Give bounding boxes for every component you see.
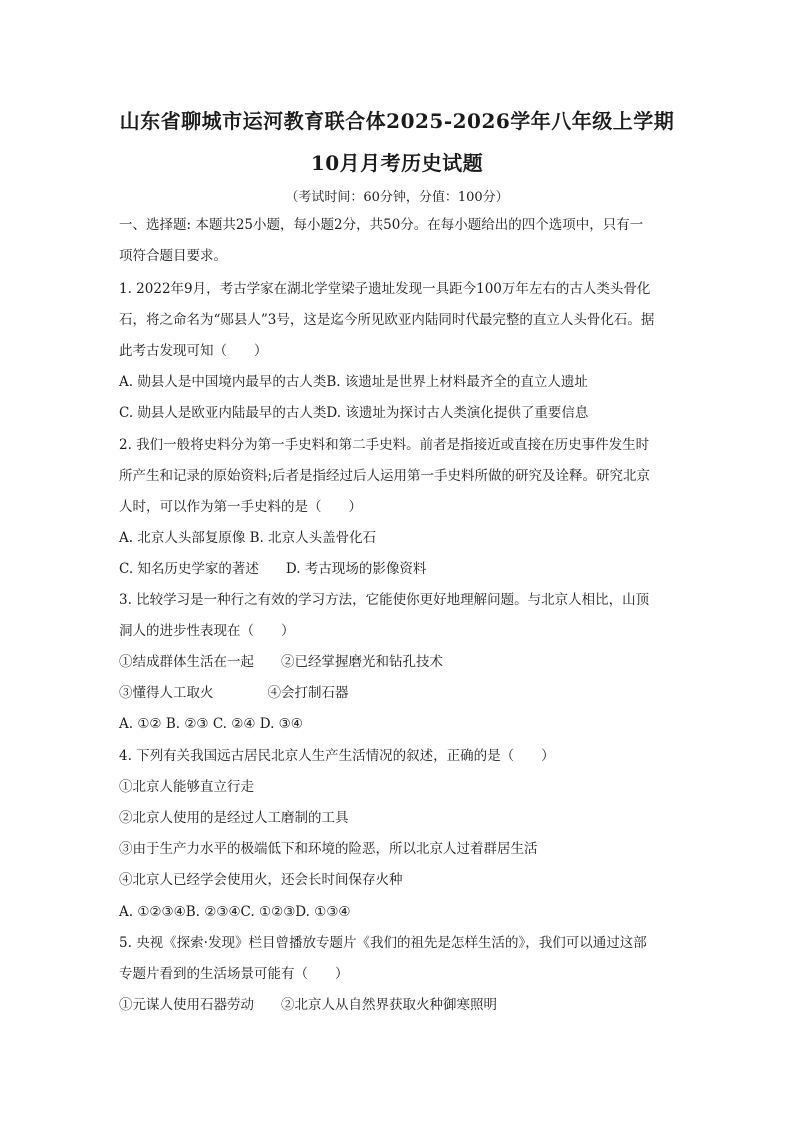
question-stem: 石，将之命名为“郧县人”3号，这是迄今所见欧亚内陆同时代最完整的直立人头骨化石。据 bbox=[119, 312, 655, 328]
question-stem: 洞人的进步性表现在（ ） bbox=[119, 623, 295, 639]
question-stem: 所产生和记录的原始资料;后者是指经过后人运用第一手史料所做的研究及诠释。研究北京 bbox=[119, 468, 651, 484]
section-instructions: 一、选择题: 本题共25小题，每小题2分，共50分。在每小题给出的四个选项中，只有一 bbox=[119, 217, 644, 233]
question-stem: 此考古发现可知（ ） bbox=[119, 343, 268, 359]
answer-options: A. 勋县人是中国境内最早的古人类B. 该遗址是世界上材料最齐全的直立人遗址 bbox=[119, 374, 588, 390]
exam-title-line1: 山东省聊城市运河教育联合体2025-2026学年八年级上学期 bbox=[119, 109, 675, 133]
question-stem: 人时，可以作为第一手史料的是（ ） bbox=[119, 499, 362, 515]
question-stem: 4. 下列有关我国远古居民北京人生产生活情况的叙述，正确的是（ ） bbox=[119, 748, 555, 764]
question-stem: 5. 央视《探索·发现》栏目曾播放专题片《我们的祖先是怎样生活的》，我们可以通过这部 bbox=[119, 935, 647, 951]
answer-options: A. 北京人头部复原像 B. 北京人头盖骨化石 bbox=[119, 530, 377, 546]
exam-info: （考试时间：60分钟，分值：100分） bbox=[285, 190, 509, 205]
question-stem: 1. 2022年9月，考古学家在湖北学堂梁子遗址发现一具距今100万年左右的古人类头骨化 bbox=[119, 281, 651, 297]
question-statement: ①北京人能够直立行走 bbox=[119, 779, 254, 795]
question-statement: ②北京人使用的是经过人工磨制的工具 bbox=[119, 810, 349, 826]
question-stem: 专题片看到的生活场景可能有（ ） bbox=[119, 966, 349, 982]
answer-options: A. ①② B. ②③ C. ②④ D. ③④ bbox=[119, 716, 303, 732]
exam-title-line2: 10月月考历史试题 bbox=[310, 151, 484, 175]
question-statement: ①结成群体生活在一起 ②已经掌握磨光和钻孔技术 bbox=[119, 654, 443, 670]
question-stem: 3. 比较学习是一种行之有效的学习方法，它能使你更好地理解问题。与北京人相比，山顶 bbox=[119, 592, 650, 608]
section-instructions: 项符合题目要求。 bbox=[119, 248, 227, 264]
question-statement: ①元谋人使用石器劳动 ②北京人从自然界获取火种御寒照明 bbox=[119, 997, 497, 1013]
question-statement: ③由于生产力水平的极端低下和环境的险恶，所以北京人过着群居生活 bbox=[119, 841, 538, 857]
answer-options: A. ①②③④B. ②③④C. ①②③D. ①③④ bbox=[119, 904, 351, 920]
question-statement: ④北京人已经学会使用火，还会长时间保存火种 bbox=[119, 872, 403, 888]
question-stem: 2. 我们一般将史料分为第一手史料和第二手史料。前者是指接近或直接在历史事件发生时 bbox=[119, 437, 650, 453]
question-statement: ③懂得人工取火 ④会打制石器 bbox=[119, 685, 349, 701]
answer-options: C. 勋县人是欧亚内陆最早的古人类D. 该遗址为探讨古人类演化提供了重要信息 bbox=[119, 405, 589, 421]
answer-options: C. 知名历史学家的著述 D. 考古现场的影像资料 bbox=[119, 561, 427, 577]
